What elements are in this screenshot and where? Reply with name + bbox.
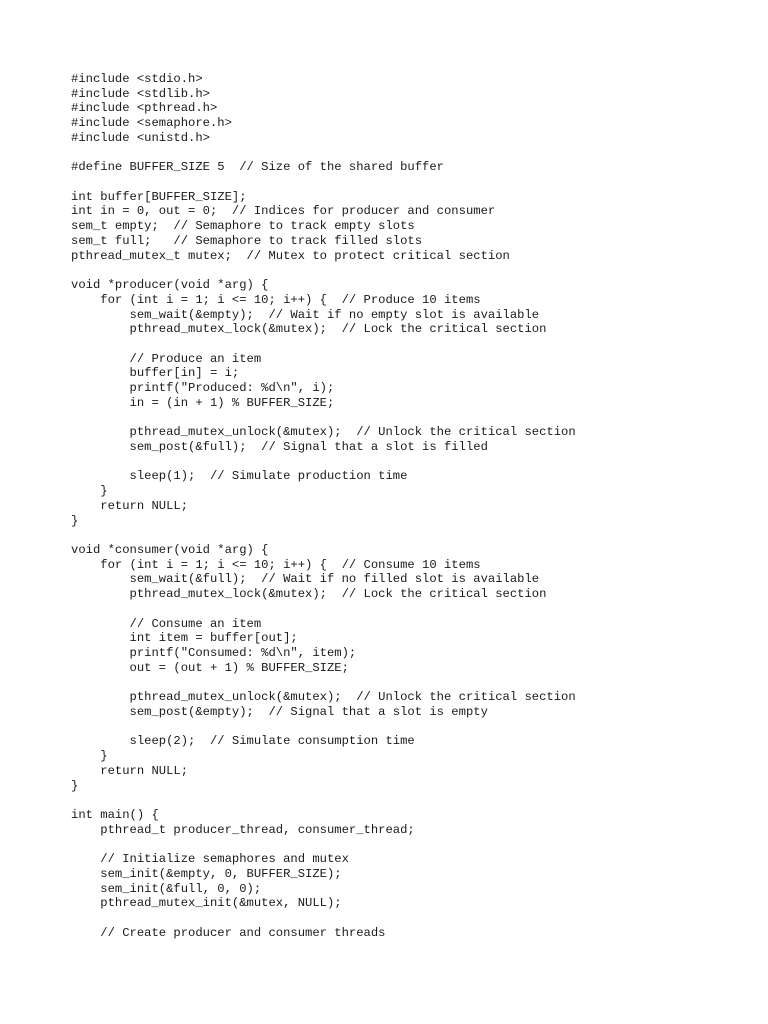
- code-line: [71, 175, 576, 190]
- code-line: int main() {: [71, 807, 159, 822]
- code-line: sleep(2); // Simulate consumption time: [71, 734, 415, 749]
- code-line: #include <stdlib.h>: [71, 86, 210, 101]
- code-line: buffer[in] = i;: [71, 366, 240, 381]
- code-listing: [71, 72, 576, 940]
- code-line: #include <unistd.h>: [71, 130, 210, 145]
- code-line: [71, 528, 576, 543]
- code-line: [71, 263, 576, 278]
- code-line: pthread_mutex_lock(&mutex); // Lock the critical section: [71, 587, 547, 602]
- code-line: int buffer[BUFFER_SIZE];: [71, 189, 247, 204]
- code-line: [71, 911, 576, 926]
- code-line: // Consume an item: [71, 616, 262, 631]
- code-line: sem_post(&full); // Signal that a slot is filled: [71, 439, 488, 454]
- code-line: sem_t empty; // Semaphore to track empty slots: [71, 219, 415, 234]
- code-line: [71, 411, 576, 426]
- code-line: for (int i = 1; i <= 10; i++) { // Consume 10 items: [71, 557, 481, 572]
- code-line: sem_wait(&full); // Wait if no filled slot is available: [71, 572, 540, 587]
- code-line: sem_init(&empty, 0, BUFFER_SIZE);: [71, 866, 342, 881]
- code-line: printf("Consumed: %d\n", item);: [71, 646, 357, 661]
- code-line: // Produce an item: [71, 351, 262, 366]
- code-line: sem_t full; // Semaphore to track filled slots: [71, 233, 423, 248]
- code-line: sem_init(&full, 0, 0);: [71, 881, 262, 896]
- code-line: pthread_mutex_unlock(&mutex); // Unlock the critical section: [71, 690, 576, 705]
- code-line: }: [71, 778, 79, 793]
- code-line: [71, 675, 576, 690]
- code-line: out = (out + 1) % BUFFER_SIZE;: [71, 660, 349, 675]
- code-line: pthread_mutex_unlock(&mutex); // Unlock the critical section: [71, 425, 576, 440]
- code-line: #define BUFFER_SIZE 5 // Size of the shared buffer: [71, 160, 444, 175]
- code-line: pthread_mutex_t mutex; // Mutex to protect critical section: [71, 248, 510, 263]
- code-line: [71, 146, 576, 161]
- code-line: return NULL;: [71, 498, 189, 513]
- code-line: [71, 455, 576, 470]
- code-line: }: [71, 513, 79, 528]
- code-line: pthread_mutex_lock(&mutex); // Lock the critical section: [71, 322, 547, 337]
- code-line: #include <semaphore.h>: [71, 116, 232, 131]
- code-line: [71, 793, 576, 808]
- code-line: in = (in + 1) % BUFFER_SIZE;: [71, 395, 335, 410]
- code-line: sem_wait(&empty); // Wait if no empty slot is available: [71, 307, 540, 322]
- code-line: void *producer(void *arg) {: [71, 278, 269, 293]
- code-line: printf("Produced: %d\n", i);: [71, 381, 335, 396]
- code-line: [71, 602, 576, 617]
- code-line: }: [71, 749, 108, 764]
- code-line: for (int i = 1; i <= 10; i++) { // Produce 10 items: [71, 292, 481, 307]
- code-line: #include <stdio.h>: [71, 72, 203, 86]
- code-line: [71, 720, 576, 735]
- code-line: int in = 0, out = 0; // Indices for producer and consumer: [71, 204, 496, 219]
- code-line: sleep(1); // Simulate production time: [71, 469, 408, 484]
- code-line: void *consumer(void *arg) {: [71, 543, 269, 557]
- code-line: pthread_mutex_init(&mutex, NULL);: [71, 896, 342, 911]
- code-line: // Create producer and consumer threads: [71, 925, 386, 940]
- code-line: // Initialize semaphores and mutex: [71, 852, 349, 867]
- code-line: sem_post(&empty); // Signal that a slot is empty: [71, 704, 488, 719]
- code-line: pthread_t producer_thread, consumer_thread;: [71, 822, 415, 837]
- code-line: int item = buffer[out];: [71, 631, 298, 646]
- code-line: #include <pthread.h>: [71, 101, 218, 116]
- code-line: [71, 837, 576, 852]
- code-line: [71, 337, 576, 352]
- code-line: return NULL;: [71, 763, 189, 778]
- code-line: }: [71, 484, 108, 499]
